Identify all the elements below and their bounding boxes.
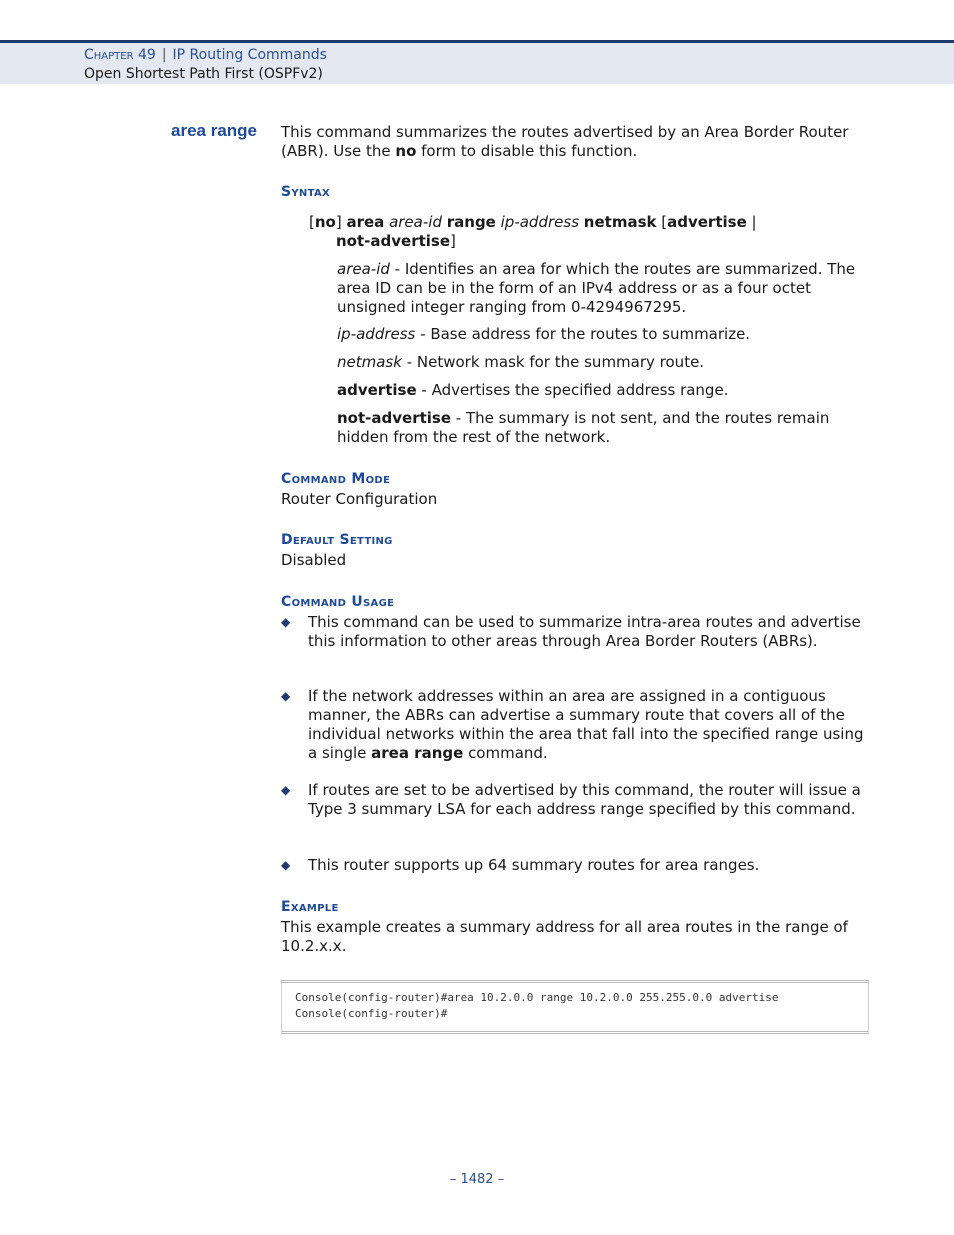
param-term: netmask: [337, 353, 402, 371]
diamond-bullet-icon: ◆: [281, 783, 291, 797]
chapter-title: IP Routing Commands: [172, 47, 327, 63]
param-advertise: [337, 381, 871, 400]
param-area-id: [337, 260, 871, 317]
diamond-bullet-icon: ◆: [281, 689, 291, 703]
command-usage-heading: Command Usage: [281, 594, 395, 610]
code-line: Console(config-router)#area 10.2.0.0 range 10.2.0.0 255.255.0.0 advertise: [295, 991, 779, 1004]
syntax-area-id: area-id: [389, 213, 442, 231]
command-name: area range: [171, 121, 257, 140]
param-text: - Advertises the specified address range.: [416, 381, 729, 399]
page-number: – 1482 –: [449, 1172, 505, 1187]
section-title: Open Shortest Path First (OSPFv2): [84, 66, 323, 82]
syntax-pipe: |: [746, 213, 757, 231]
description-part-1: This command summarizes the routes advertised by an Area Border Router (ABR). Use the: [281, 123, 849, 160]
param-text: - The summary is not sent, and the routes remain hidden from the rest of the network.: [337, 409, 830, 446]
syntax-statement: [309, 213, 869, 251]
command-mode-heading: Command Mode: [281, 471, 391, 487]
example-heading: Example: [281, 899, 339, 915]
command-mode-value: Router Configuration: [281, 490, 438, 508]
param-ip-address: [337, 325, 871, 344]
usage-text-bold: area range: [371, 744, 464, 762]
usage-bullet-text: If routes are set to be advertised by this command, the router will issue a Type 3 summary LSA for each address range specified by this command.: [308, 781, 861, 818]
usage-bullet-text: [308, 687, 868, 763]
param-text: - Base address for the routes to summarize.: [415, 325, 751, 343]
syntax-bracket: ]: [450, 232, 456, 250]
chapter-heading: [84, 47, 327, 63]
diamond-bullet-icon: ◆: [281, 858, 291, 872]
syntax-ip-address: ip-address: [500, 213, 580, 231]
syntax-no: no: [314, 213, 336, 231]
code-example: [281, 980, 869, 1034]
command-description: [281, 123, 871, 161]
param-term: area-id: [337, 260, 390, 278]
syntax-netmask: netmask: [583, 213, 657, 231]
syntax-not-advertise: not-advertise: [336, 232, 451, 250]
usage-bullet-text: This router supports up 64 summary routes for area ranges.: [308, 856, 760, 874]
syntax-heading: Syntax: [281, 184, 330, 200]
param-not-advertise: [337, 409, 871, 447]
param-term: advertise: [337, 381, 417, 399]
syntax-area: area: [346, 213, 385, 231]
syntax-advertise: advertise: [667, 213, 747, 231]
usage-text-part: If the network addresses within an area are assigned in a contiguous manner, the ABRs can advertise a summary route that covers all of the individual networks within the area that fall into the specified range using a single: [308, 687, 864, 762]
usage-bullet-text: This command can be used to summarize intra-area routes and advertise this information to other areas through Area Border Routers (ABRs).: [308, 613, 861, 650]
default-setting-heading: Default Setting: [281, 532, 393, 548]
description-part-2: form to disable this function.: [416, 142, 638, 160]
param-term: not-advertise: [337, 409, 452, 427]
example-text: This example creates a summary address for all area routes in the range of 10.2.x.x.: [281, 918, 848, 955]
description-no-keyword: no: [395, 142, 417, 160]
syntax-bracket: [: [661, 213, 668, 231]
syntax-bracket: ]: [335, 213, 347, 231]
param-term: ip-address: [337, 325, 416, 343]
header-separator: |: [161, 47, 167, 63]
syntax-bracket: [: [309, 213, 315, 231]
code-line: Console(config-router)#: [295, 1007, 448, 1020]
param-text: - Identifies an area for which the routes are summarized. The area ID can be in the form of an IPv4 address or as a four octet unsigned integer ranging from 0-4294967295.: [337, 260, 856, 316]
default-setting-value: Disabled: [281, 551, 347, 569]
syntax-range: range: [446, 213, 496, 231]
page-header: [0, 40, 954, 84]
chapter-label: Chapter 49: [84, 47, 156, 63]
param-netmask: [337, 353, 871, 372]
usage-text-part: command.: [463, 744, 548, 762]
param-text: - Network mask for the summary route.: [401, 353, 705, 371]
diamond-bullet-icon: ◆: [281, 615, 291, 629]
